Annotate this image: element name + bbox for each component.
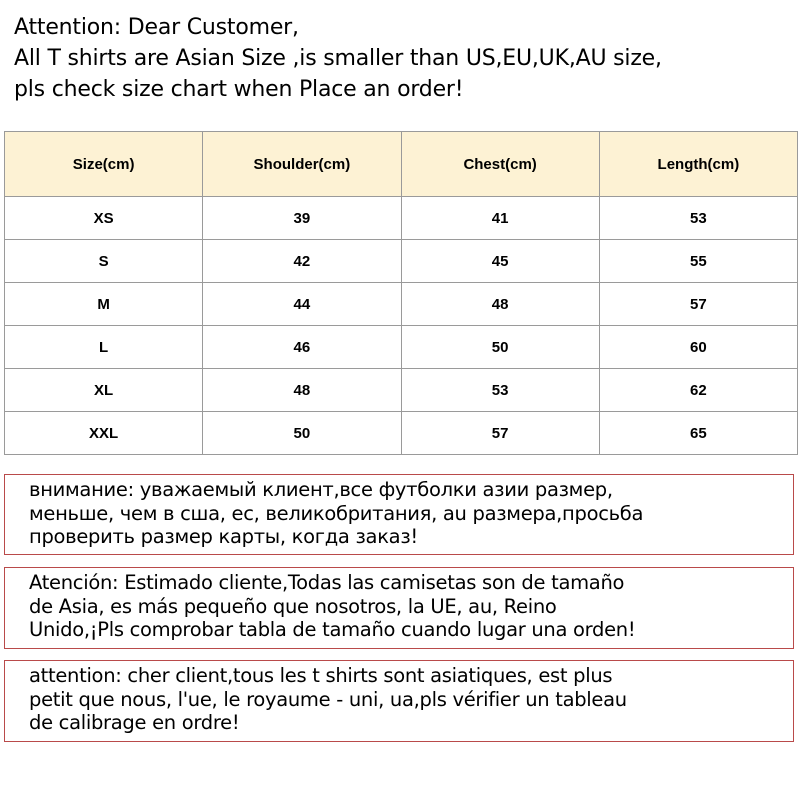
size-cell: XL xyxy=(5,369,203,412)
chest-cell: 48 xyxy=(401,283,599,326)
table-row xyxy=(5,412,798,455)
russian-notice-box xyxy=(4,474,794,555)
table-row xyxy=(5,369,798,412)
chest-cell: 53 xyxy=(401,369,599,412)
chest-cell: 41 xyxy=(401,197,599,240)
size-cell: S xyxy=(5,240,203,283)
table-row xyxy=(5,283,798,326)
size-chart-table xyxy=(4,131,798,455)
notice-line: Attention: Dear Customer, xyxy=(14,15,299,40)
header-shoulder: Shoulder(cm) xyxy=(203,132,401,197)
size-cell: XS xyxy=(5,197,203,240)
header-chest: Chest(cm) xyxy=(401,132,599,197)
shoulder-cell: 42 xyxy=(203,240,401,283)
shoulder-cell: 48 xyxy=(203,369,401,412)
french-notice-box xyxy=(4,660,794,742)
length-cell: 65 xyxy=(599,412,797,455)
notice-line: de calibrage en ordre! xyxy=(29,711,240,734)
chest-cell: 57 xyxy=(401,412,599,455)
length-cell: 62 xyxy=(599,369,797,412)
shoulder-cell: 44 xyxy=(203,283,401,326)
size-cell: L xyxy=(5,326,203,369)
table-row xyxy=(5,197,798,240)
notice-line: внимание: уважаемый клиент,все футболки азии размер, xyxy=(29,478,613,501)
notice-line: All T shirts are Asian Size ,is smaller than US,EU,UK,AU size, xyxy=(14,46,662,71)
attention-notice xyxy=(14,12,794,105)
header-size: Size(cm) xyxy=(5,132,203,197)
notice-line: pls check size chart when Place an order! xyxy=(14,77,464,102)
length-cell: 55 xyxy=(599,240,797,283)
table-row xyxy=(5,326,798,369)
size-cell: M xyxy=(5,283,203,326)
notice-line: attention: cher client,tous les t shirts sont asiatiques, est plus xyxy=(29,664,613,687)
shoulder-cell: 50 xyxy=(203,412,401,455)
notice-line: petit que nous, l'ue, le royaume - uni, ua,pls vérifier un tableau xyxy=(29,687,627,711)
length-cell: 53 xyxy=(599,197,797,240)
shoulder-cell: 39 xyxy=(203,197,401,240)
length-cell: 60 xyxy=(599,326,797,369)
notice-line: Unido,¡Pls comprobar tabla de tamaño cuando lugar una orden! xyxy=(29,618,636,641)
notice-line: de Asia, es más pequeño que nosotros, la UE, au, Reino xyxy=(29,594,557,618)
header-length: Length(cm) xyxy=(599,132,797,197)
shoulder-cell: 46 xyxy=(203,326,401,369)
spanish-notice-box xyxy=(4,567,794,649)
notice-line: Atención: Estimado cliente,Todas las camisetas son de tamaño xyxy=(29,571,625,594)
table-row xyxy=(5,240,798,283)
size-cell: XXL xyxy=(5,412,203,455)
table-header-row xyxy=(5,132,798,197)
notice-line: проверить размер карты, когда заказ! xyxy=(29,525,418,548)
chest-cell: 50 xyxy=(401,326,599,369)
chest-cell: 45 xyxy=(401,240,599,283)
notice-line: меньше, чем в сша, ес, великобритания, au размера,просьба xyxy=(29,501,644,525)
length-cell: 57 xyxy=(599,283,797,326)
